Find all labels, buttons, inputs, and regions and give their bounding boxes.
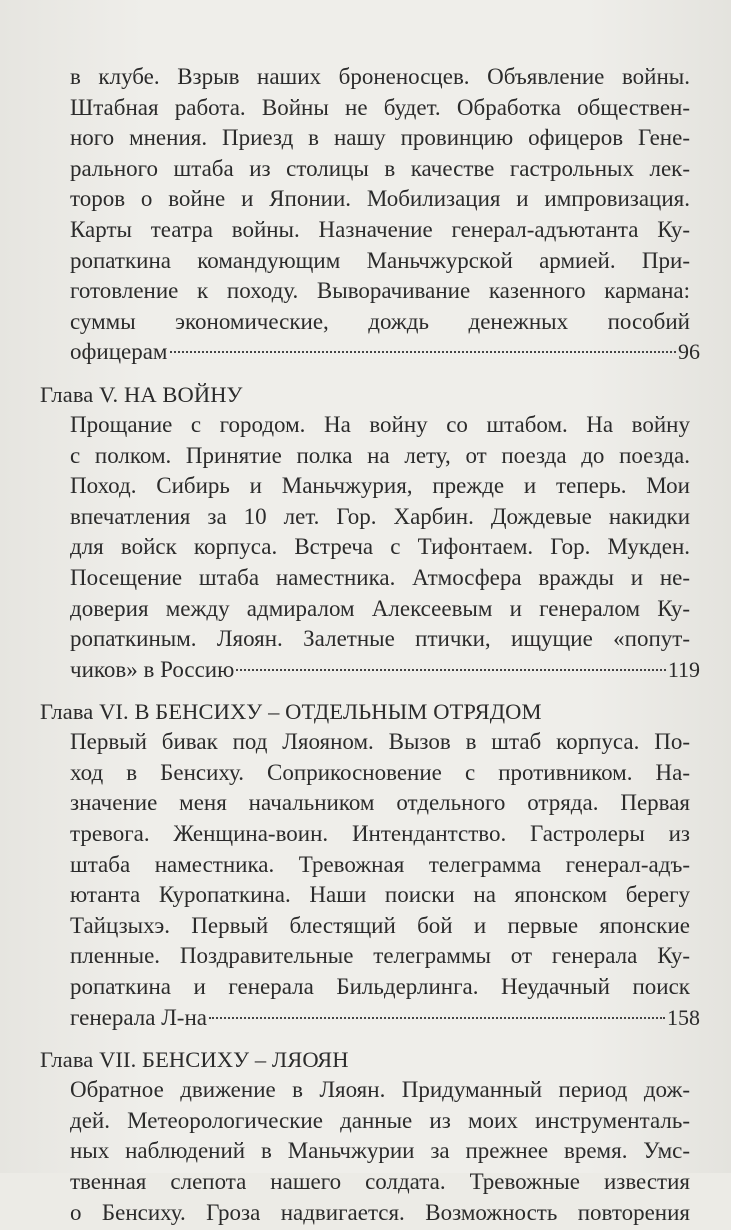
page-number: 158	[667, 1004, 700, 1030]
description-line: офицерам	[70, 339, 168, 365]
description-line: генерала Л-на	[70, 1004, 207, 1030]
description-line: готовление к походу. Выворачивание казенного кармана:	[70, 278, 690, 304]
dot-leader	[209, 1017, 665, 1019]
description-line: значение меня начальником отдельного отряда. Первая	[70, 790, 690, 816]
description-line: Прощание с городом. На войну со штабом. На войну	[70, 411, 690, 437]
description-line: ных наблюдений в Маньчжурии за прежнее время. Умс-	[70, 1138, 690, 1164]
description-line: доверия между адмиралом Алексеевым и генералом Ку-	[70, 595, 690, 621]
chapter-heading: Глава V. НА ВОЙНУ	[40, 381, 243, 407]
description-line: Посещение штаба наместника. Атмосфера вражды и не-	[70, 564, 690, 590]
description-line: тревога. Женщина-воин. Интендантство. Гастролеры из	[70, 821, 690, 847]
description-line: суммы экономические, дождь денежных пособий	[70, 308, 690, 334]
description-last-line	[70, 1003, 700, 1034]
description-line: Штабная работа. Войны не будет. Обработка обществен-	[70, 94, 690, 120]
description-line: ход в Бенсиху. Соприкосновение с противником. На-	[70, 759, 690, 785]
description-line: пленные. Поздравительные телеграммы от генерала Ку-	[70, 943, 690, 969]
description-line: Тайцзыхэ. Первый блестящий бой и первые японские	[70, 912, 690, 938]
description-line: ютанта Куропаткина. Наши поиски на японском берегу	[70, 882, 690, 908]
description-line: о Бенсиху. Гроза надвигается. Возможность повторения	[70, 1199, 690, 1225]
toc-entry-chapter-5	[40, 380, 700, 685]
chapter-heading: Глава VI. В БЕНСИХУ – ОТДЕЛЬНЫМ ОТРЯДОМ	[40, 699, 542, 725]
table-of-contents	[40, 62, 700, 1230]
description-last-line	[70, 337, 700, 368]
description-line: ропаткиным. Ляоян. Залетные птички, ищущие «попут-	[70, 626, 690, 652]
page-number: 96	[678, 339, 700, 365]
entry-description	[40, 410, 700, 685]
description-line: Первый бивак под Ляояном. Вызов в штаб корпуса. По-	[70, 729, 690, 755]
description-line: ропаткина командующим Маньчжурской армией. При-	[70, 247, 690, 273]
description-last-line	[70, 655, 700, 686]
description-line: чиков» в Россию	[70, 656, 235, 682]
entry-description	[40, 727, 700, 1033]
description-line: дей. Метеорологические данные из моих инструменталь-	[70, 1107, 690, 1133]
description-line: штаба наместника. Тревожная телеграмма генерал-адъ-	[70, 851, 690, 877]
description-line: в клубе. Взрыв наших броненосцев. Объявление войны.	[70, 64, 690, 89]
toc-entry-chapter-7	[40, 1045, 700, 1228]
chapter-heading: Глава VII. БЕНСИХУ – ЛЯОЯН	[40, 1047, 349, 1073]
description-line: для войск корпуса. Встреча с Тифонтаем. Гор. Мукден.	[70, 534, 690, 560]
description-line: ного мнения. Приезд в нашу провинцию офицеров Гене-	[70, 125, 690, 151]
description-line: впечатления за 10 лет. Гор. Харбин. Дождевые накидки	[70, 503, 690, 529]
entry-description	[40, 1075, 700, 1228]
description-line: Поход. Сибирь и Маньчжурия, прежде и теперь. Мои	[70, 473, 690, 499]
entry-description	[40, 62, 700, 368]
toc-entry-continuation	[40, 62, 700, 368]
description-line: Карты театра войны. Назначение генерал-адъютанта Ку-	[70, 216, 690, 242]
dot-leader	[236, 669, 666, 671]
description-line: твенная слепота нашего солдата. Тревожные известия	[70, 1169, 690, 1194]
page-number: 119	[667, 656, 700, 682]
toc-entry-chapter-6	[40, 697, 700, 1033]
description-line: торов о войне и Японии. Мобилизация и импровизация.	[70, 186, 690, 212]
description-line: рального штаба из столицы в качестве гастрольных лек-	[70, 155, 690, 181]
description-line: с полком. Принятие полка на лету, от поезда до поезда.	[70, 442, 690, 468]
dot-leader	[170, 351, 677, 353]
description-line: Обратное движение в Ляоян. Придуманный период дож-	[70, 1077, 690, 1103]
description-line: ропаткина и генерала Бильдерлинга. Неудачный поиск	[70, 974, 690, 1000]
